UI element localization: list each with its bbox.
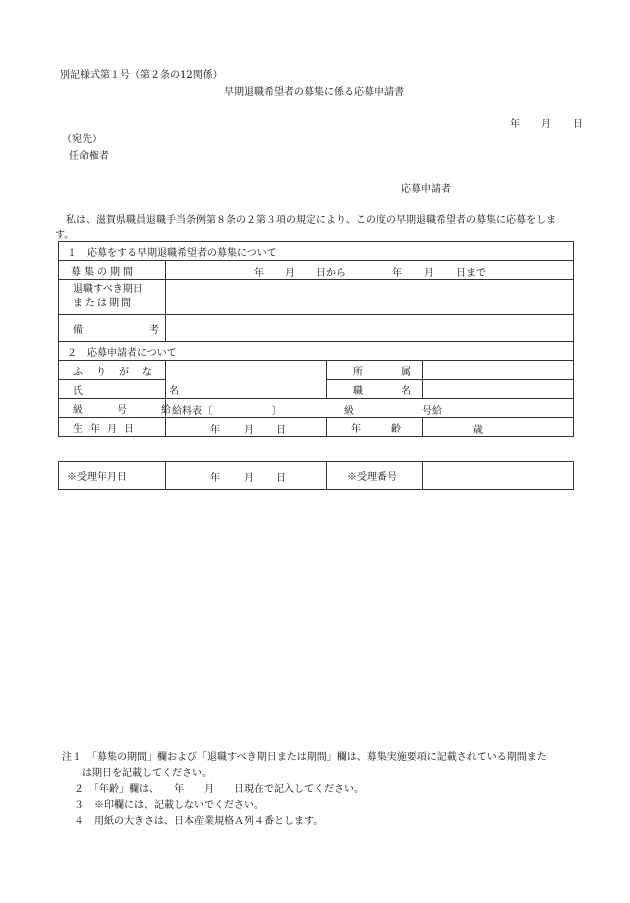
retirement-date-label [59,280,166,315]
age-field[interactable] [423,418,574,437]
month-label: 月 [541,119,551,130]
addressee-label: （宛先） [62,134,102,145]
note-4: ４ 用紙の大きさは、日本産業規格Ａ列４番とします。 [74,816,324,827]
section-2-heading: ２ 応募申請者について [59,342,574,361]
period-day-1: 日から [316,268,346,279]
note-2: ２ 「年齢」欄は、 年 月 日現在で記入してください。 [74,784,364,795]
birth-day: 日 [276,425,286,436]
receipt-number-label: ※受理番号 [327,462,423,490]
position-field[interactable] [423,380,574,399]
age-label: 年 齢 [327,418,423,437]
form-number: 別記様式第１号（第２条の12関係） [60,70,223,81]
birth-month: 月 [244,425,254,436]
retirement-label-line-1: 退職すべき期日 [73,284,143,295]
retirement-label-line-2: または期間 [73,298,133,309]
submission-day [573,115,583,130]
receipt-year: 年 [210,473,220,484]
affiliation-field[interactable] [423,361,574,380]
name-label: 氏 名 [59,380,166,399]
grade-class-label: 級 [344,406,354,417]
recruitment-period-field[interactable] [166,261,574,280]
birth-year: 年 [210,425,220,436]
period-day-2: 日まで [456,268,486,279]
application-table [58,241,574,437]
period-year-1: 年 [254,268,264,279]
intro-line-1: 私は、滋賀県職員退職手当条例第８条の２第３項の規定により、この度の早期退職希望者の募集に応募をしま [66,215,556,226]
note-1-line-2: は期日を記載してください。 [82,768,212,779]
receipt-table [58,461,574,490]
note-1-line-1: 注１ 「募集の期間」欄および「退職すべき期日または期間」欄は、募集実施要項に記載されている期間また [62,752,547,763]
addressee-name: 任命権者 [69,151,109,162]
grade-step-label: 号給 [422,406,442,417]
period-year-2: 年 [392,268,402,279]
period-month-2: 月 [424,268,434,279]
submission-month [541,115,551,130]
year-label: 年 [510,119,520,130]
period-month-1: 月 [285,268,295,279]
age-unit: 歳 [473,425,483,436]
note-3: ３ ※印欄には、記載しないでください。 [74,800,264,811]
affiliation-label: 所 属 [327,361,423,380]
section-1-heading: １ 応募をする早期退職希望者の募集について [59,242,574,261]
receipt-date-field[interactable] [166,462,327,490]
form-title: 早期退職希望者の募集に係る応募申請書 [224,87,404,98]
day-label: 日 [573,119,583,130]
grade-label: 級 号 給 [59,399,166,418]
birth-date-field[interactable] [166,418,327,437]
applicant-label: 応募申請者 [401,184,451,195]
retirement-date-field[interactable] [166,280,574,315]
receipt-number-field[interactable] [423,462,574,490]
furigana-label: ふりがな [59,361,166,380]
receipt-month: 月 [244,473,254,484]
birth-date-label: 生年月日 [59,418,166,437]
remarks-label: 備 考 [59,315,166,342]
intro-line-2: す。 [55,230,75,241]
grade-field[interactable] [166,399,574,418]
receipt-date-label: ※受理年月日 [59,462,166,490]
submission-date [510,115,520,130]
position-label: 職 名 [327,380,423,399]
notes-section [62,750,547,830]
recruitment-period-label: 募集の期間 [59,261,166,280]
salary-table-label: 給料表〔 〕 [172,406,282,417]
remarks-field[interactable] [166,315,574,342]
receipt-day: 日 [276,473,286,484]
